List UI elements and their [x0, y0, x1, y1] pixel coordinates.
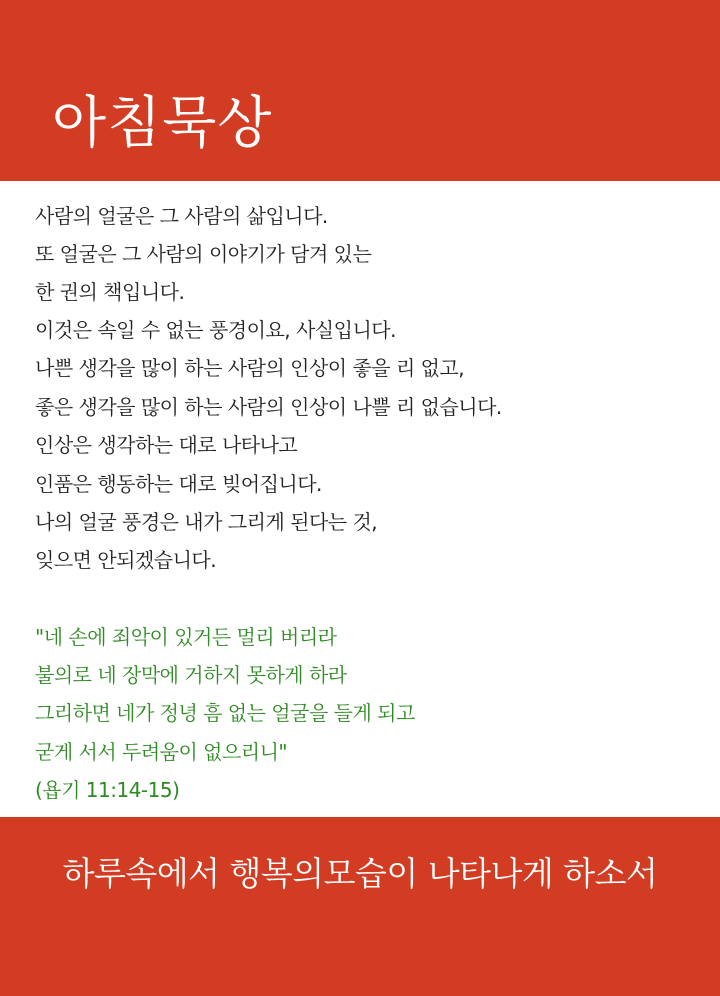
body-line: 인품은 행동하는 대로 빚어집니다. — [35, 472, 322, 496]
body-line: 인상은 생각하는 대로 나타나고 — [35, 433, 298, 457]
body-line: 이것은 속일 수 없는 풍경이요, 사실입니다. — [35, 318, 396, 342]
footer-banner — [0, 817, 720, 996]
scripture-quote-line: 굳게 서서 두려움이 없으리니" — [35, 740, 288, 764]
page-title: 아침묵상 — [52, 91, 273, 156]
body-line: 한 권의 책입니다. — [35, 280, 185, 304]
scripture-quote-line: 불의로 네 장막에 거하지 못하게 하라 — [35, 663, 347, 687]
header-banner — [0, 0, 720, 181]
scripture-quote-line: "네 손에 죄악이 있거든 멀리 버리라 — [35, 625, 337, 649]
meditation-content — [0, 181, 720, 817]
footer-blessing: 하루속에서 행복의모습이 나타나게 하소서 — [62, 854, 658, 893]
scripture-reference: (욥기 11:14-15) — [35, 778, 180, 802]
scripture-quote-line: 그리하면 네가 정녕 흠 없는 얼굴을 들게 되고 — [35, 701, 415, 725]
body-line: 또 얼굴은 그 사람의 이야기가 담겨 있는 — [35, 242, 372, 266]
body-line: 좋은 생각을 많이 하는 사람의 인상이 나쁠 리 없습니다. — [35, 395, 502, 419]
body-line: 잊으면 안되겠습니다. — [35, 548, 217, 572]
body-line: 나쁜 생각을 많이 하는 사람의 인상이 좋을 리 없고, — [35, 356, 465, 380]
body-line: 사람의 얼굴은 그 사람의 삶입니다. — [35, 204, 328, 228]
body-line: 나의 얼굴 풍경은 내가 그리게 된다는 것, — [35, 510, 378, 534]
